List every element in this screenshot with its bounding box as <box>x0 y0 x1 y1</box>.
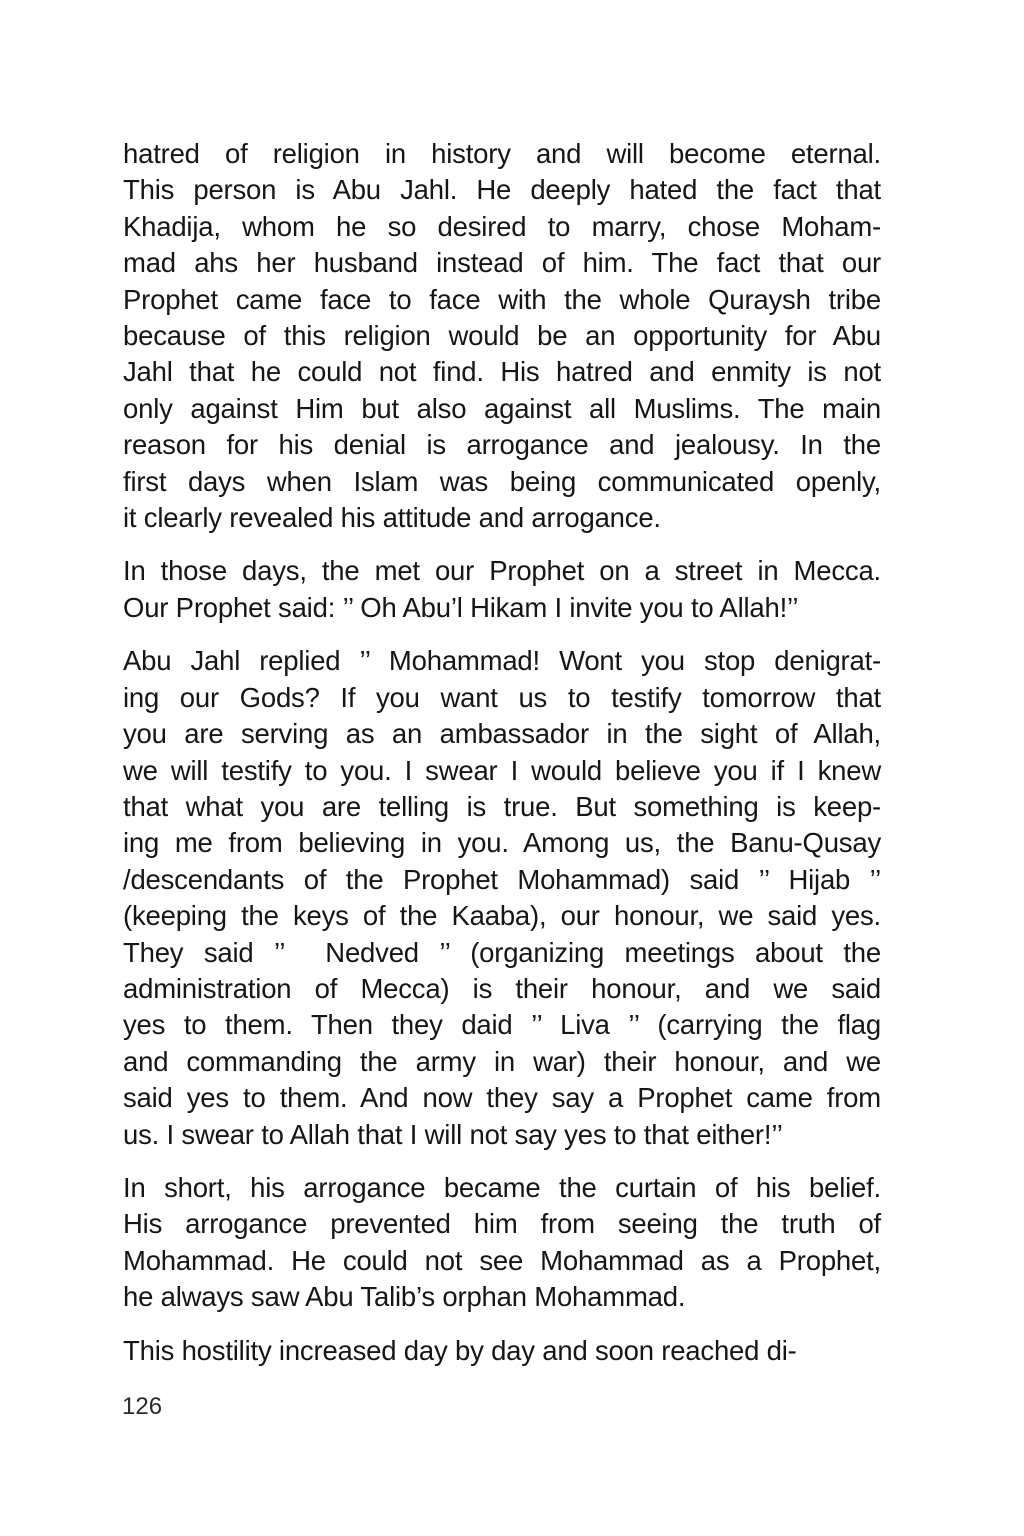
text-line: ing our Gods? If you want us to testify tomorrow that <box>123 681 881 713</box>
text-line: This hostility increased day by day and soon reached di- <box>123 1334 797 1366</box>
text-line: (keeping the keys of the Kaaba), our honour, we said yes. <box>123 900 881 932</box>
text-line: only against Him but also against all Muslims. The main <box>123 392 881 424</box>
text-line: This person is Abu Jahl. He deeply hated the fact that <box>123 174 881 206</box>
paragraph <box>123 136 881 536</box>
text-line: it clearly revealed his attitude and arrogance. <box>123 502 661 534</box>
text-line: first days when Islam was being communicated openly, <box>123 465 881 497</box>
text-line: Our Prophet said: ’’ Oh Abu’l Hikam I invite you to Allah!’’ <box>123 591 799 623</box>
text-line: us. I swear to Allah that I will not say yes to that either!’’ <box>123 1118 783 1150</box>
paragraph <box>123 1170 881 1316</box>
text-line: hatred of religion in history and will become eternal. <box>123 138 881 169</box>
text-line: ing me from believing in you. Among us, the Banu-Qusay <box>123 827 881 859</box>
paragraph <box>123 553 881 626</box>
text-line: In short, his arrogance became the curtain of his belief. <box>123 1171 881 1203</box>
text-line: mad ahs her husband instead of him. The fact that our <box>123 247 881 279</box>
text-line: yes to them. Then they daid ’’ Liva ’’ (carrying the flag <box>123 1009 881 1041</box>
paragraph <box>123 643 881 1153</box>
text-line: Prophet came face to face with the whole Quraysh tribe <box>123 283 881 315</box>
text-line: administration of Mecca) is their honour, and we said <box>123 972 881 1004</box>
text-line: that what you are telling is true. But something is keep- <box>123 790 881 822</box>
text-line: we will testify to you. I swear I would believe you if I knew <box>123 754 881 786</box>
body-text <box>123 136 881 1386</box>
text-line: In those days, the met our Prophet on a street in Mecca. <box>123 555 881 587</box>
text-line: reason for his denial is arrogance and jealousy. In the <box>123 429 881 461</box>
text-line: said yes to them. And now they say a Prophet came from <box>123 1082 881 1114</box>
text-line: he always saw Abu Talib’s orphan Mohammad. <box>123 1281 686 1313</box>
text-line: you are serving as an ambassador in the sight of Allah, <box>123 718 881 750</box>
text-line: /descendants of the Prophet Mohammad) said ’’ Hijab ’’ <box>123 863 881 895</box>
text-line: Abu Jahl replied ’’ Mohammad! Wont you stop denigrat- <box>123 645 881 677</box>
text-line: Khadija, whom he so desired to marry, chose Moham- <box>123 210 881 242</box>
text-line: Jahl that he could not find. His hatred and enmity is not <box>123 356 881 388</box>
text-line: His arrogance prevented him from seeing the truth of <box>123 1208 881 1240</box>
page-number: 126 <box>122 1393 163 1420</box>
text-line: because of this religion would be an opportunity for Abu <box>123 320 881 352</box>
paragraph <box>123 1333 881 1369</box>
text-line: and commanding the army in war) their honour, and we <box>123 1045 881 1077</box>
text-line: Mohammad. He could not see Mohammad as a Prophet, <box>123 1244 881 1276</box>
text-line: They said ’’ Nedved ’’ (organizing meetings about the <box>123 936 881 968</box>
